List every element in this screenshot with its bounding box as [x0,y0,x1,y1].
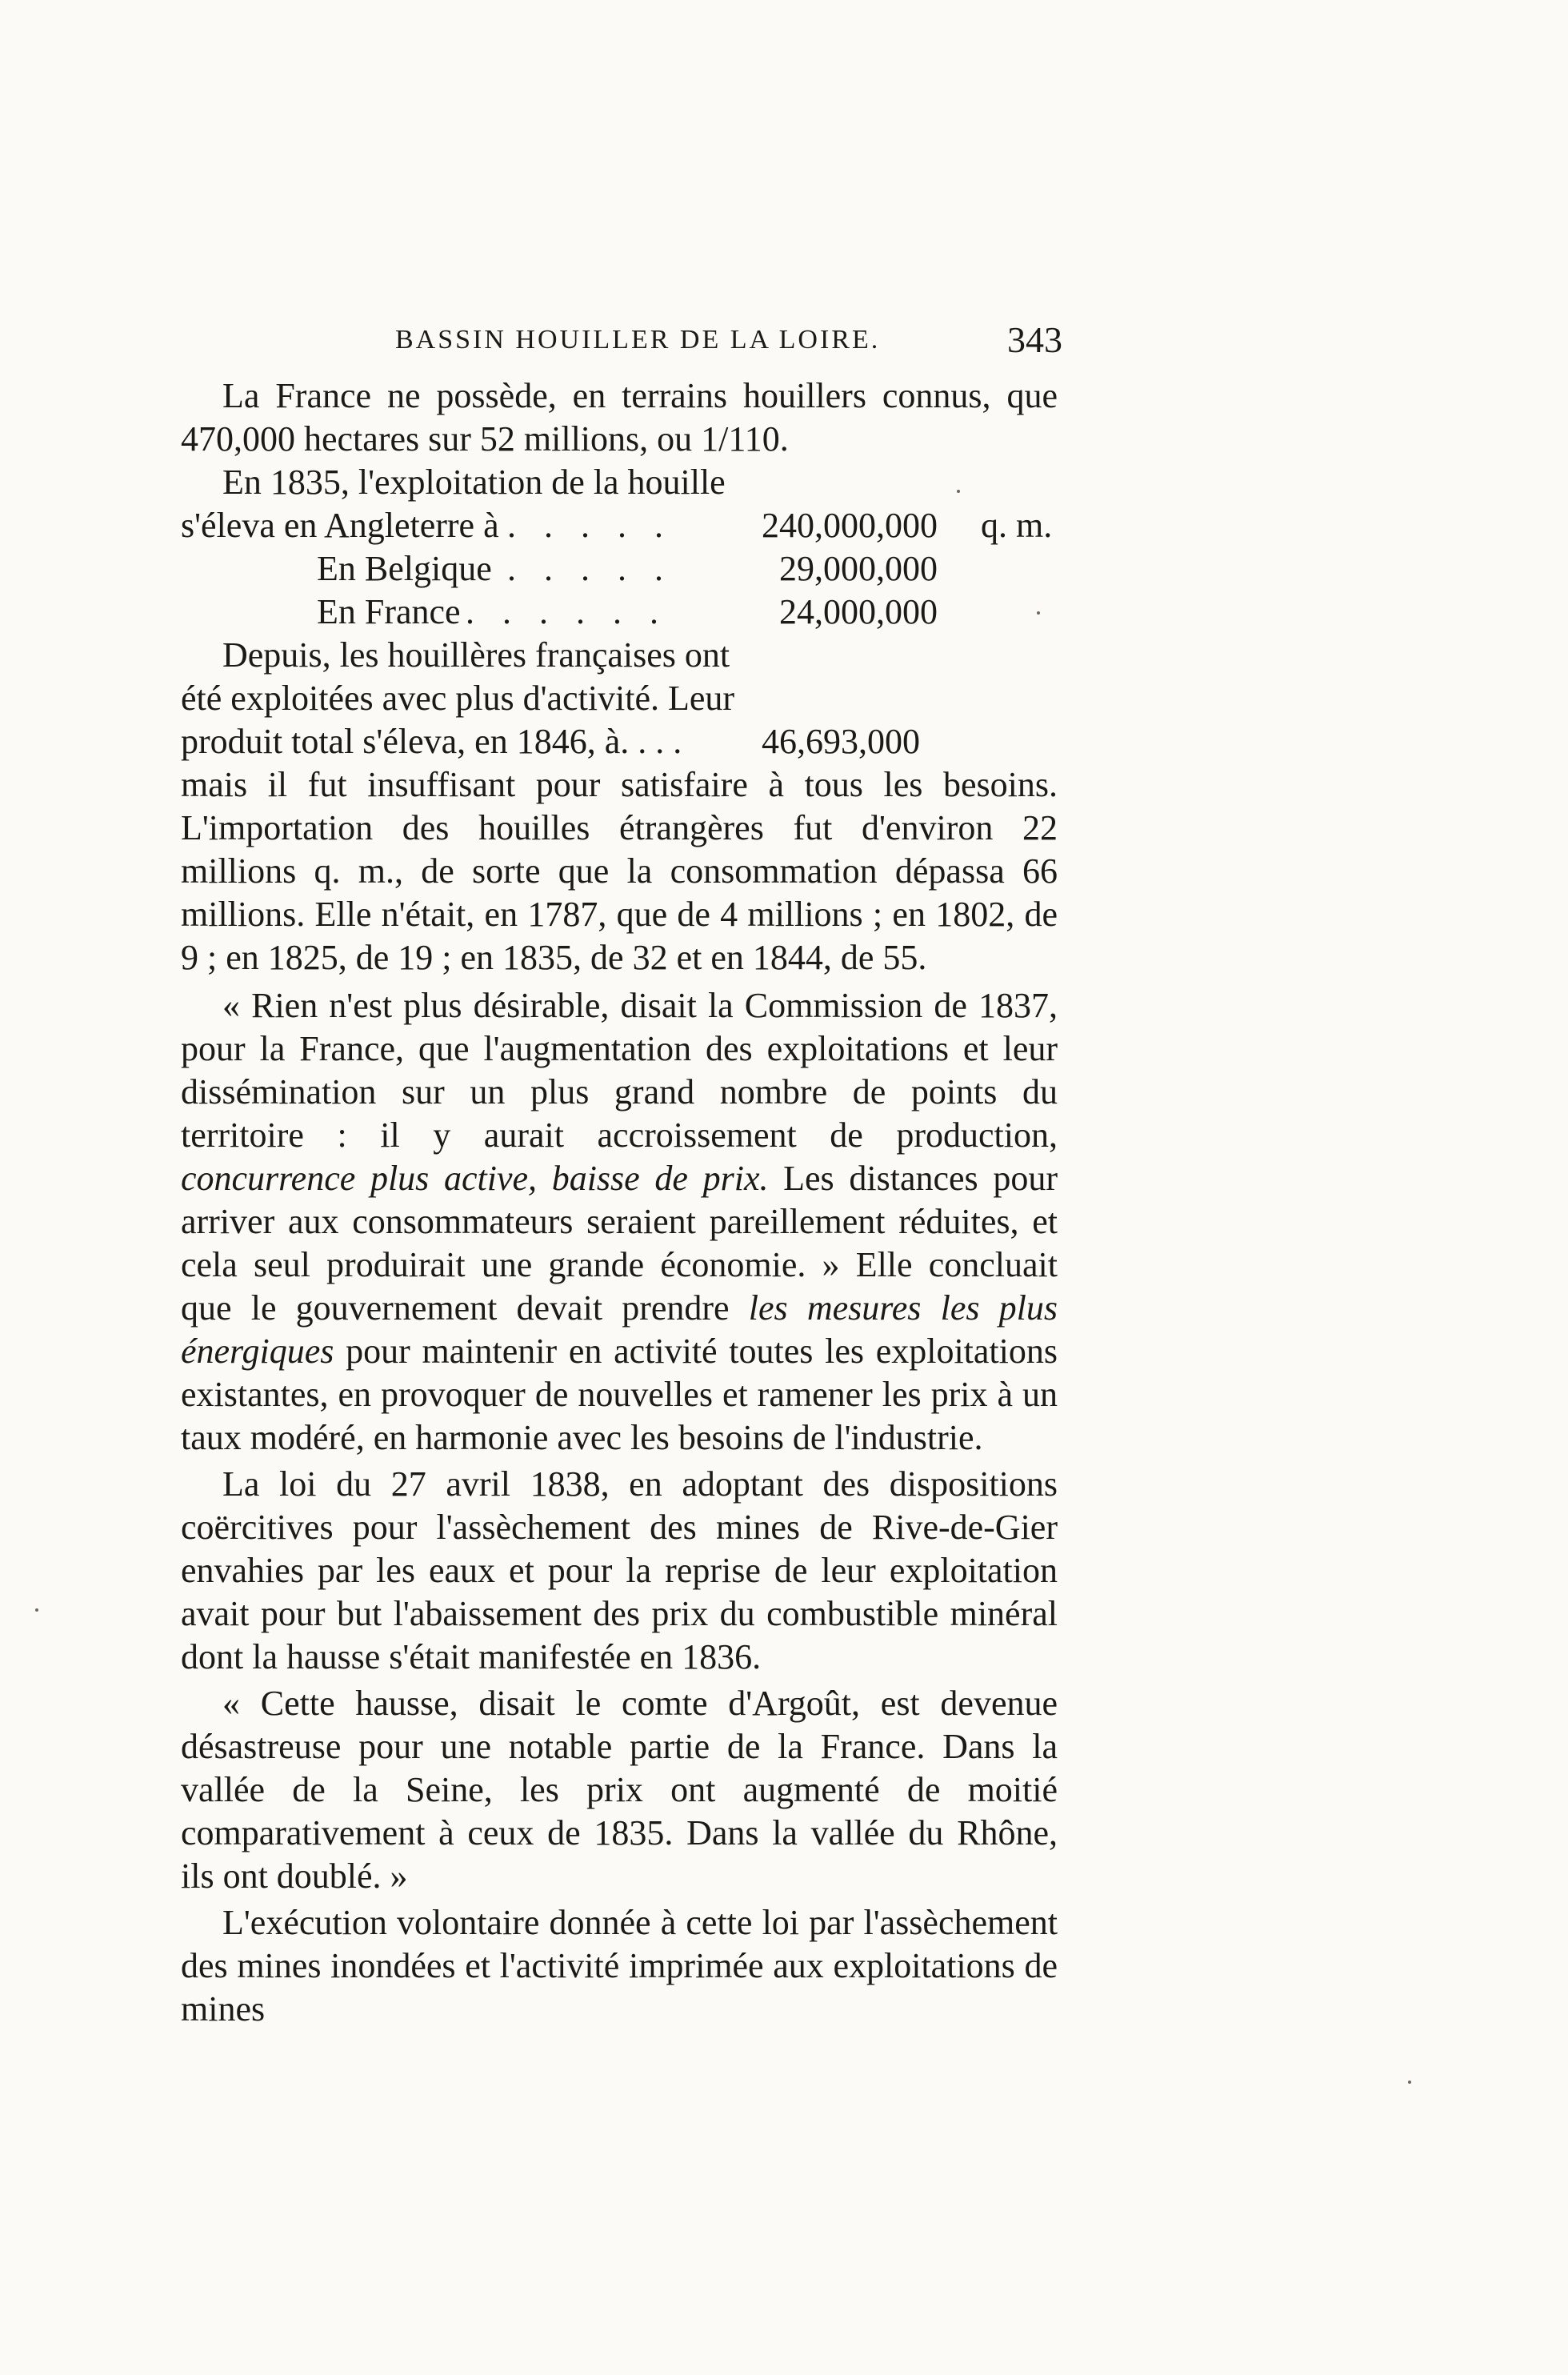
intro-line-1: La France ne possède, en terrains houillers connus, que [222,376,1058,415]
row-leader-dots: . . . . . [507,506,673,545]
paper-speck [1408,2081,1411,2084]
paper-speck [35,1608,38,1612]
commission-italic-2: les mesures les plus énergiques [181,1288,1058,1371]
depuis-line-2: été exploitées avec plus d'activité. Leur [181,679,735,718]
production-table [181,461,1058,634]
table-row [181,504,1058,547]
row-unit: q. m. [981,506,1053,545]
production-1846-value: 46,693,000 [762,722,920,761]
running-head [390,318,1062,366]
row-value: 240,000,000 [762,506,938,545]
row-leader-dots: . . . . . [507,549,673,588]
intro-line-2: 470,000 hectares sur 52 millions, ou 1/110. [181,419,789,459]
loi-paragraph: La loi du 27 avril 1838, en adoptant des dispositions coërcitives pour l'assèchement des mines de Rive-de-Gier envahies par les eaux et pour la reprise de leur exploitation avait pour but l'abaissement des prix du combustible minéral dont la hausse s'était manifestée en 1836. [181,1464,1058,1676]
table-row [181,591,1058,634]
paper-speck [1037,611,1040,615]
paper-speck [957,490,960,493]
depuis-line-1: Depuis, les houillères françaises ont [222,635,730,675]
execution-paragraph: L'exécution volontaire donnée à cette loi par l'assèchement des mines inondées et l'activité imprimée aux exploitations de mines [181,1903,1058,2029]
argout-quote: « Cette hausse, disait le comte d'Argoût, est devenue désastreuse pour une notable partie de la France. Dans la vallée de la Seine, les prix ont augmenté de moitié comparativement à ceux de 1835. Dans la vallée du Rhône, ils ont doublé. » [181,1684,1058,1896]
depuis-line-3: produit total s'éleva, en 1846, à. . . . [181,722,682,761]
row-leader-dots: . . . . . . [466,592,668,631]
running-head-title: BASSIN HOUILLER DE LA LOIRE. [395,325,881,354]
row-label: s'éleva en Angleterre à [181,506,499,545]
commission-text-3: pour maintenir en activité toutes les exploitations existantes, en provoquer de nouvelles et ramener les prix à un taux modéré, en harmonie avec les besoins de l'industrie. [181,1332,1058,1457]
row-label: En Belgique [317,549,492,588]
table-heading: En 1835, l'exploitation de la houille [222,463,726,502]
table-row [181,547,1058,591]
body-text [181,374,1058,2031]
depuis-paragraph [181,634,1058,979]
commission-italic-1: concurrence plus active, baisse de prix. [181,1159,769,1198]
page-number: 343 [1007,319,1062,360]
commission-text-2: Les distances pour arriver aux consommateurs seraient pareillement réduites, et cela seul produirait une grande économie. » Elle concluait que le gouvernement devait prendre [181,1159,1058,1328]
row-value: 29,000,000 [779,549,938,588]
depuis-rest: mais il fut insuffisant pour satisfaire à tous les besoins. L'importation des houilles étrangères fut d'environ 22 millions q. m., de sorte que la consommation dépassa 66 millions. Elle n'était, en 1787, que de 4 millions ; en 1802, de 9 ; en 1825, de 19 ; en 1835, de 32 et en 1844, de 55. [181,765,1058,977]
row-label: En France [317,592,461,631]
commission-text-1: « Rien n'est plus désirable, disait la Commission de 1837, pour la France, que l'augmentation des exploitations et leur dissémination sur un plus grand nombre de points du territoire : il y aurait accroissement de production, [181,986,1058,1155]
commission-quote [181,984,1058,1460]
row-value: 24,000,000 [779,592,938,631]
